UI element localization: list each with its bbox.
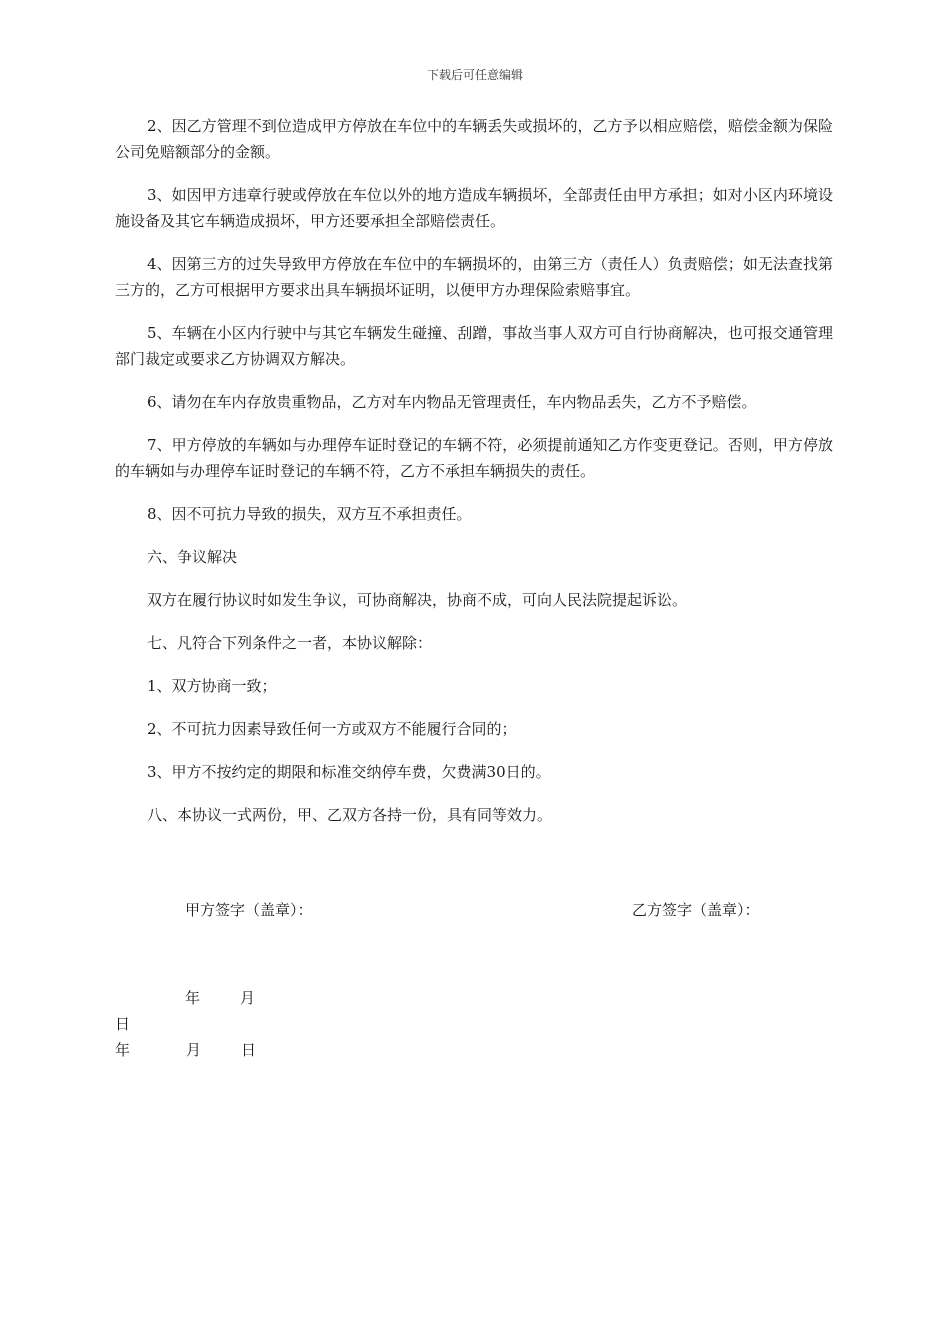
clause-8: 8、因不可抗力导致的损失，双方互不承担责任。 [147, 505, 472, 523]
termination-item-2: 2、不可抗力因素导致任何一方或双方不能履行合同的； [147, 720, 517, 738]
date-day-label: 日 [241, 1041, 257, 1059]
date-day-label: 日 [115, 1015, 131, 1033]
section-8-title: 八、本协议一式两份，甲、乙双方各持一份，具有同等效力。 [147, 806, 553, 824]
termination-item-3: 3、甲方不按约定的期限和标准交纳停车费，欠费满30日的。 [147, 763, 551, 781]
clause-3: 3、如因甲方违章行驶或停放在车位以外的地方造成车辆损坏，全部责任由甲方承担；如对小区内环境设施设备及其它车辆造成损坏，甲方还要承担全部赔偿责任。 [115, 186, 833, 230]
date-month-label: 月 [240, 989, 256, 1007]
date-row-2 [115, 1012, 130, 1036]
clause-4: 4、因第三方的过失导致甲方停放在车位中的车辆损坏的，由第三方（责任人）负责赔偿；如无法查找第三方的，乙方可根据甲方要求出具车辆损坏证明，以便甲方办理保险索赔事宜。 [115, 255, 833, 299]
page-header: 下载后可任意编辑 [426, 68, 523, 82]
section-6-body: 双方在履行协议时如发生争议，可协商解决，协商不成，可向人民法院提起诉讼。 [147, 591, 688, 609]
section-6-title: 六、争议解决 [147, 548, 238, 566]
date-year-label: 年 [115, 1041, 131, 1059]
agreement-body [115, 113, 833, 845]
party-a-signature: 甲方签字（盖章）： [185, 901, 313, 919]
date-row-3 [115, 1038, 256, 1062]
clause-6: 6、请勿在车内存放贵重物品，乙方对车内物品无管理责任，车内物品丢失，乙方不予赔偿。 [147, 393, 757, 411]
termination-item-1: 1、双方协商一致； [147, 677, 277, 695]
date-row-1 [185, 986, 255, 1010]
date-month-label: 月 [186, 1041, 202, 1059]
clause-2: 2、因乙方管理不到位造成甲方停放在车位中的车辆丢失或损坏的，乙方予以相应赔偿，赔偿金额为保险公司免赔额部分的金额。 [115, 117, 833, 161]
date-year-label: 年 [185, 989, 201, 1007]
party-b-signature: 乙方签字（盖章）： [632, 901, 760, 919]
clause-5: 5、车辆在小区内行驶中与其它车辆发生碰撞、刮蹭，事故当事人双方可自行协商解决，也可报交通管理部门裁定或要求乙方协调双方解决。 [115, 324, 833, 368]
clause-7: 7、甲方停放的车辆如与办理停车证时登记的车辆不符，必须提前通知乙方作变更登记。否则，甲方停放的车辆如与办理停车证时登记的车辆不符，乙方不承担车辆损失的责任。 [115, 436, 833, 480]
section-7-title: 七、凡符合下列条件之一者，本协议解除： [147, 634, 433, 652]
